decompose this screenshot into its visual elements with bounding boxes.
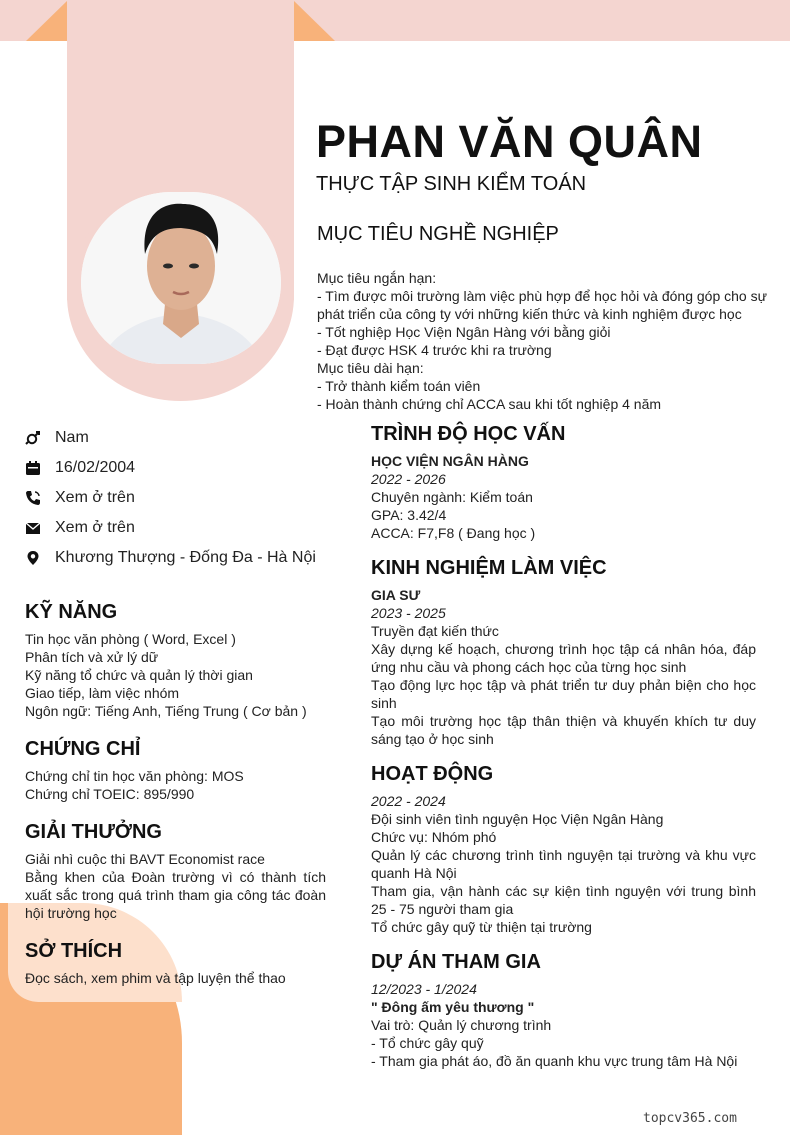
activities-block bbox=[371, 792, 756, 936]
contact-gender-text: Nam bbox=[55, 429, 89, 446]
activity-line: Đội sinh viên tình nguyện Học Viện Ngân Hàng bbox=[371, 811, 664, 827]
education-line: GPA: 3.42/4 bbox=[371, 507, 447, 523]
activity-line: Quản lý các chương trình tình nguyện tại trường và khu vực quanh Hà Nội bbox=[371, 847, 756, 881]
objective-line: - Hoàn thành chứng chỉ ACCA sau khi tốt nghiệp 4 năm bbox=[317, 396, 662, 412]
hobbies-heading: SỞ THÍCH bbox=[25, 940, 123, 962]
experience-period: 2023 - 2025 bbox=[371, 605, 446, 621]
person-silhouette-icon bbox=[81, 192, 281, 364]
email-icon bbox=[25, 520, 55, 536]
activities-heading: HOẠT ĐỘNG bbox=[371, 763, 494, 785]
contact-birthday bbox=[25, 453, 345, 483]
objective-line: - Trở thành kiểm toán viên bbox=[317, 378, 481, 394]
objective-text bbox=[317, 269, 767, 413]
experience-line: Xây dựng kế hoạch, chương trình học tập cá nhân hóa, đáp ứng nhu cầu và phong cách học của từng học sinh bbox=[371, 641, 756, 675]
certificates-list bbox=[25, 767, 325, 803]
skill-item: Kỹ năng tổ chức và quản lý thời gian bbox=[25, 667, 253, 683]
education-period: 2022 - 2026 bbox=[371, 471, 446, 487]
activity-line: Chức vụ: Nhóm phó bbox=[371, 829, 497, 845]
decor-triangle-left bbox=[26, 0, 68, 41]
contact-address bbox=[25, 543, 345, 573]
objective-line: - Tốt nghiệp Học Viện Ngân Hàng với bằng giỏi bbox=[317, 324, 611, 340]
skill-item: Tin học văn phòng ( Word, Excel ) bbox=[25, 631, 236, 647]
candidate-name: PHAN VĂN QUÂN bbox=[316, 116, 703, 167]
certificate-item: Chứng chỉ tin học văn phòng: MOS bbox=[25, 768, 244, 784]
education-school: HỌC VIỆN NGÂN HÀNG bbox=[371, 453, 529, 469]
gender-icon bbox=[25, 430, 55, 446]
education-heading: TRÌNH ĐỘ HỌC VẤN bbox=[371, 423, 566, 445]
project-line: - Tham gia phát áo, đồ ăn quanh khu vực trung tâm Hà Nội bbox=[371, 1053, 738, 1069]
certificate-item: Chứng chỉ TOEIC: 895/990 bbox=[25, 786, 195, 802]
experience-block bbox=[371, 586, 756, 748]
experience-role: GIA SƯ bbox=[371, 587, 421, 603]
location-pin-icon bbox=[25, 550, 55, 566]
activities-period: 2022 - 2024 bbox=[371, 793, 446, 809]
projects-heading: DỰ ÁN THAM GIA bbox=[371, 951, 541, 973]
job-title: THỰC TẬP SINH KIỂM TOÁN bbox=[316, 173, 587, 195]
objective-line: - Đạt được HSK 4 trước khi ra trường bbox=[317, 342, 552, 358]
experience-line: Truyền đạt kiến thức bbox=[371, 623, 499, 639]
projects-block bbox=[371, 980, 756, 1070]
contact-phone-text: Xem ở trên bbox=[55, 489, 135, 506]
experience-line: Tạo môi trường học tập thân thiện và khuyến khích tư duy sáng tạo ở học sinh bbox=[371, 713, 756, 747]
decor-triangle-right bbox=[293, 0, 335, 41]
calendar-icon bbox=[25, 460, 55, 476]
project-title: " Đông ấm yêu thương " bbox=[371, 999, 535, 1015]
project-period: 12/2023 - 1/2024 bbox=[371, 981, 477, 997]
skill-item: Phân tích và xử lý dữ bbox=[25, 649, 159, 665]
objective-line: phát triển của công ty với những kiến thức và kinh nghiệm được học bbox=[317, 306, 742, 322]
education-line: Chuyên ngành: Kiểm toán bbox=[371, 489, 533, 505]
contact-email bbox=[25, 513, 345, 543]
project-line: Vai trò: Quản lý chương trình bbox=[371, 1017, 552, 1033]
objective-line: Mục tiêu dài hạn: bbox=[317, 360, 424, 376]
certificates-heading: CHỨNG CHỈ bbox=[25, 738, 141, 760]
portrait-photo bbox=[81, 192, 281, 364]
skills-list bbox=[25, 630, 325, 720]
objective-heading: MỤC TIÊU NGHỀ NGHIỆP bbox=[317, 223, 559, 245]
awards-heading: GIẢI THƯỞNG bbox=[25, 821, 162, 843]
activity-line: Tham gia, vận hành các sự kiện tình nguyện với trung bình 25 - 75 người tham gia bbox=[371, 883, 756, 917]
phone-icon bbox=[25, 490, 55, 506]
award-item: Giải nhì cuộc thi BAVT Economist race bbox=[25, 851, 265, 867]
activity-line: Tổ chức gây quỹ từ thiện tại trường bbox=[371, 919, 592, 935]
skill-item: Giao tiếp, làm việc nhóm bbox=[25, 685, 180, 701]
contact-list bbox=[25, 423, 345, 573]
experience-heading: KINH NGHIỆM LÀM VIỆC bbox=[371, 557, 607, 579]
contact-birthday-text: 16/02/2004 bbox=[55, 459, 136, 476]
objective-line: - Tìm được môi trường làm việc phù hợp để học hỏi và đóng góp cho sự bbox=[317, 288, 767, 304]
watermark: topcv365.com bbox=[643, 1111, 737, 1126]
experience-line: Tạo động lực học tập và phát triển tư duy phản biện cho học sinh bbox=[371, 677, 756, 711]
awards-list bbox=[25, 850, 326, 922]
contact-phone bbox=[25, 483, 345, 513]
contact-gender bbox=[25, 423, 345, 453]
hobbies-text: Đọc sách, xem phim và tập luyện thể thao bbox=[25, 970, 286, 986]
skills-heading: KỸ NĂNG bbox=[25, 601, 118, 623]
project-line: - Tổ chức gây quỹ bbox=[371, 1035, 484, 1051]
education-block bbox=[371, 452, 756, 542]
skill-item: Ngôn ngữ: Tiếng Anh, Tiếng Trung ( Cơ bản ) bbox=[25, 703, 307, 719]
contact-address-text: Khương Thượng - Đống Đa - Hà Nội bbox=[55, 549, 316, 566]
award-item: Bằng khen của Đoàn trường vì có thành tích xuất sắc trong quá trình tham gia công tác đoàn hội trường học bbox=[25, 869, 326, 921]
contact-email-text: Xem ở trên bbox=[55, 519, 135, 536]
objective-line: Mục tiêu ngắn hạn: bbox=[317, 270, 437, 286]
education-line: ACCA: F7,F8 ( Đang học ) bbox=[371, 525, 536, 541]
